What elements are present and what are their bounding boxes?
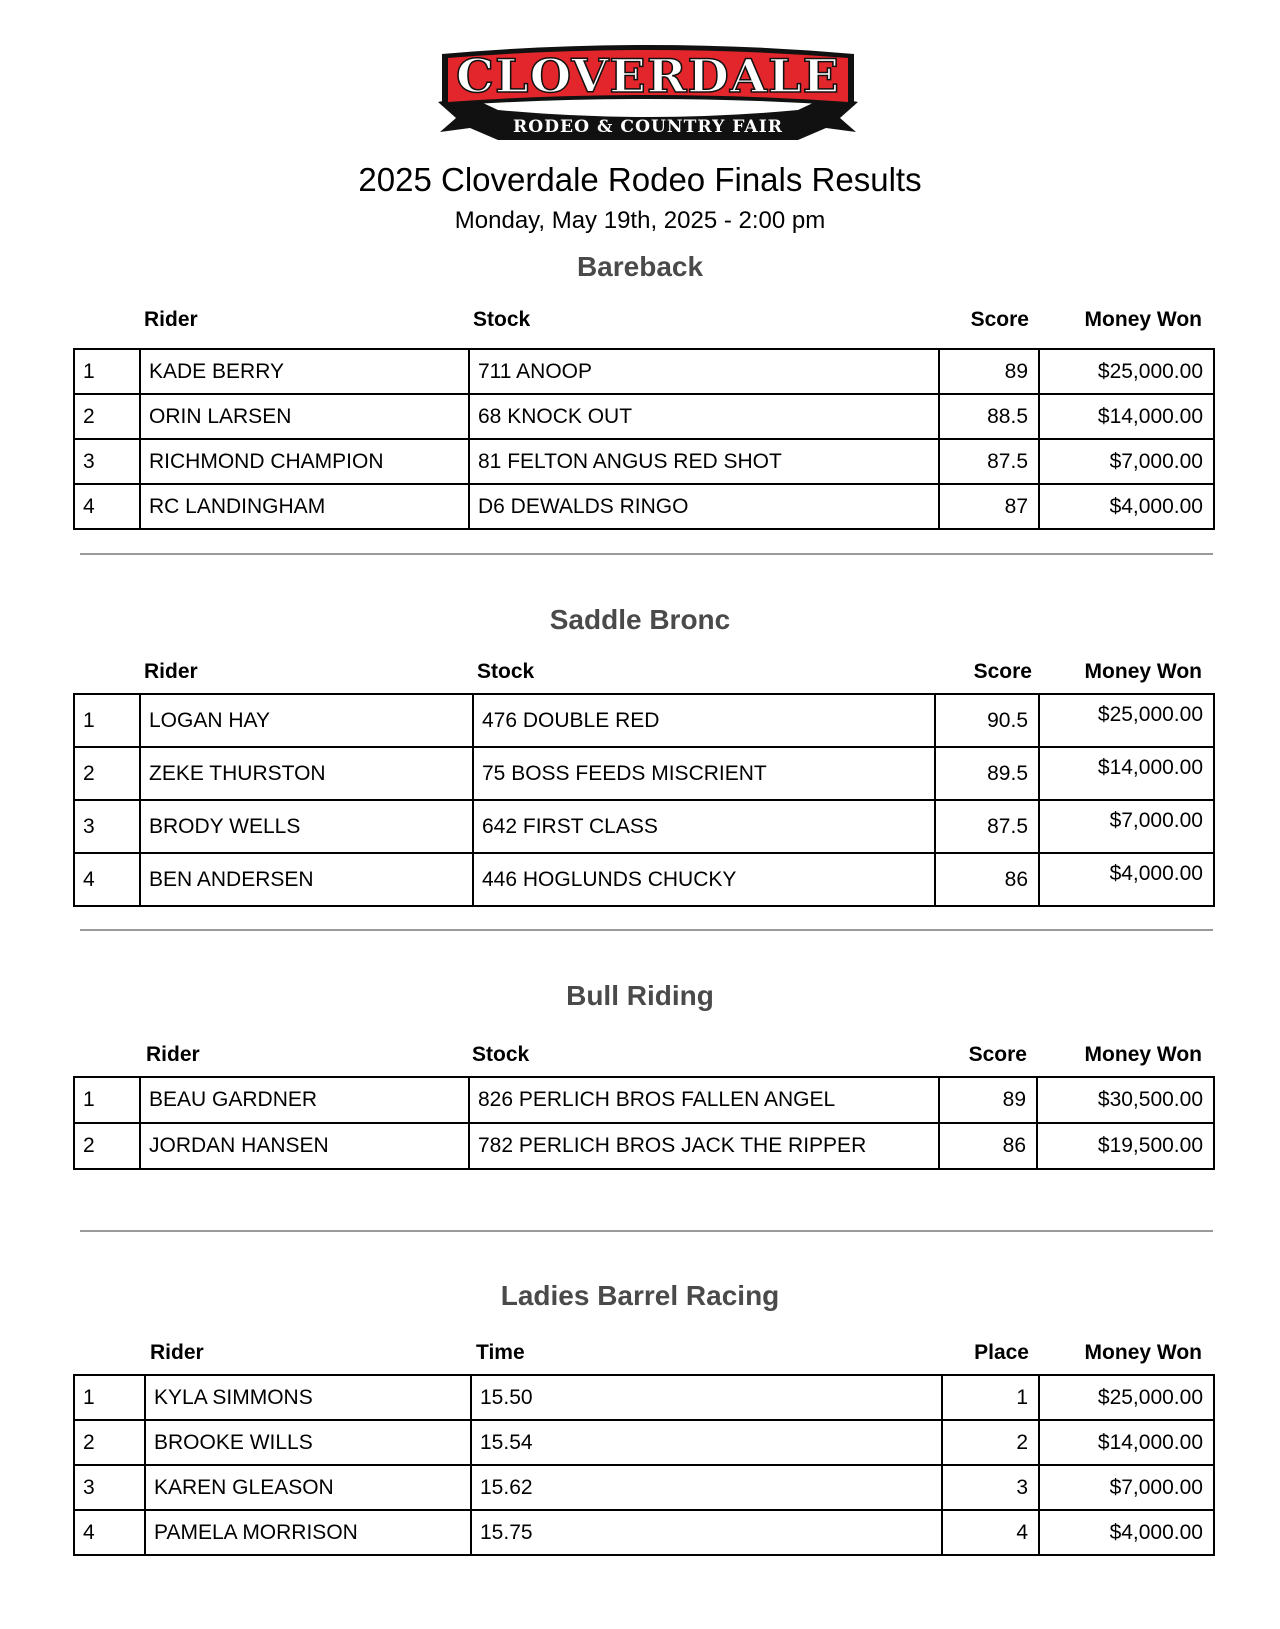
table-row	[74, 1420, 1214, 1465]
table-row	[74, 349, 1214, 394]
column-header-rider: Rider	[144, 308, 198, 331]
money-cell: $4,000.00	[1039, 853, 1214, 906]
document-title: 2025 Cloverdale Rodeo Finals Results	[358, 161, 922, 198]
rank-cell: 1	[74, 1375, 145, 1420]
column-header-stock: Stock	[473, 308, 531, 331]
section-title-ladies-barrel-racing: Ladies Barrel Racing	[500, 1280, 780, 1311]
rider-cell: ORIN LARSEN	[140, 394, 469, 439]
table-row	[74, 747, 1214, 800]
logo-banner-text: RODEO & COUNTRY FAIR	[513, 117, 783, 137]
rider-cell: LOGAN HAY	[140, 694, 473, 747]
column-header-time: Time	[476, 1341, 525, 1364]
stock-cell: D6 DEWALDS RINGO	[469, 484, 939, 529]
rider-cell: KADE BERRY	[140, 349, 469, 394]
rider-cell: BROOKE WILLS	[145, 1420, 471, 1465]
section-title-saddle-bronc: Saddle Bronc	[549, 604, 731, 635]
document-subtitle: Monday, May 19th, 2025 - 2:00 pm	[454, 207, 826, 234]
column-header-rider: Rider	[146, 1043, 200, 1066]
time-cell: 15.75	[471, 1510, 942, 1555]
saddle-bronc-results-table	[73, 693, 1215, 907]
money-cell: $4,000.00	[1039, 484, 1214, 529]
table-row	[74, 800, 1214, 853]
column-header-score: Score	[968, 1043, 1027, 1066]
ladies-barrel-racing-results-table	[73, 1374, 1215, 1556]
table-row	[74, 1465, 1214, 1510]
table-row	[74, 1077, 1214, 1123]
stock-cell: 446 HOGLUNDS CHUCKY	[473, 853, 935, 906]
column-header-money-won: Money Won	[1084, 1043, 1202, 1066]
rank-cell: 2	[74, 1123, 140, 1169]
money-cell: $14,000.00	[1039, 1420, 1214, 1465]
stock-cell: 81 FELTON ANGUS RED SHOT	[469, 439, 939, 484]
rider-cell: RC LANDINGHAM	[140, 484, 469, 529]
rider-cell: KYLA SIMMONS	[145, 1375, 471, 1420]
rider-cell: BEN ANDERSEN	[140, 853, 473, 906]
table-row	[74, 1375, 1214, 1420]
cloverdale-logo	[428, 40, 868, 140]
rider-cell: RICHMOND CHAMPION	[140, 439, 469, 484]
score-cell: 87.5	[939, 439, 1039, 484]
column-header-score: Score	[970, 308, 1029, 331]
score-cell: 90.5	[935, 694, 1039, 747]
stock-cell: 68 KNOCK OUT	[469, 394, 939, 439]
place-cell: 1	[942, 1375, 1039, 1420]
rank-cell: 4	[74, 853, 140, 906]
money-cell: $7,000.00	[1039, 439, 1214, 484]
score-cell: 89.5	[935, 747, 1039, 800]
table-row	[74, 484, 1214, 529]
column-header-rider: Rider	[150, 1341, 204, 1364]
money-cell: $25,000.00	[1039, 1375, 1214, 1420]
place-cell: 2	[942, 1420, 1039, 1465]
place-cell: 4	[942, 1510, 1039, 1555]
bull-riding-results-table	[73, 1076, 1215, 1170]
score-cell: 86	[935, 853, 1039, 906]
score-cell: 87	[939, 484, 1039, 529]
stock-cell: 711 ANOOP	[469, 349, 939, 394]
rider-cell: KAREN GLEASON	[145, 1465, 471, 1510]
rank-cell: 3	[74, 439, 140, 484]
bareback-results-table	[73, 348, 1215, 530]
stock-cell: 782 PERLICH BROS JACK THE RIPPER	[469, 1123, 939, 1169]
column-header-place: Place	[974, 1341, 1029, 1364]
rank-cell: 4	[74, 484, 140, 529]
table-row	[74, 439, 1214, 484]
time-cell: 15.62	[471, 1465, 942, 1510]
column-header-stock: Stock	[477, 660, 535, 683]
time-cell: 15.54	[471, 1420, 942, 1465]
table-row	[74, 394, 1214, 439]
score-cell: 86	[939, 1123, 1037, 1169]
money-cell: $30,500.00	[1037, 1077, 1214, 1123]
column-header-rider: Rider	[144, 660, 198, 683]
rank-cell: 1	[74, 349, 140, 394]
section-divider	[80, 1230, 1213, 1232]
table-row	[74, 694, 1214, 747]
score-cell: 87.5	[935, 800, 1039, 853]
stock-cell: 476 DOUBLE RED	[473, 694, 935, 747]
money-cell: $14,000.00	[1039, 747, 1214, 800]
rider-cell: ZEKE THURSTON	[140, 747, 473, 800]
place-cell: 3	[942, 1465, 1039, 1510]
section-title-bull-riding: Bull Riding	[566, 980, 714, 1011]
money-cell: $14,000.00	[1039, 394, 1214, 439]
money-cell: $4,000.00	[1039, 1510, 1214, 1555]
money-cell: $7,000.00	[1039, 1465, 1214, 1510]
column-header-stock: Stock	[472, 1043, 530, 1066]
column-header-money-won: Money Won	[1084, 308, 1202, 331]
rider-cell: JORDAN HANSEN	[140, 1123, 469, 1169]
rider-cell: BRODY WELLS	[140, 800, 473, 853]
rank-cell: 2	[74, 747, 140, 800]
rider-cell: PAMELA MORRISON	[145, 1510, 471, 1555]
stock-cell: 642 FIRST CLASS	[473, 800, 935, 853]
score-cell: 88.5	[939, 394, 1039, 439]
stock-cell: 826 PERLICH BROS FALLEN ANGEL	[469, 1077, 939, 1123]
logo-main-text: CLOVERDALE	[456, 49, 840, 103]
score-cell: 89	[939, 349, 1039, 394]
score-cell: 89	[939, 1077, 1037, 1123]
rank-cell: 2	[74, 1420, 145, 1465]
logo-graphic	[428, 40, 868, 140]
money-cell: $25,000.00	[1039, 349, 1214, 394]
rank-cell: 3	[74, 800, 140, 853]
table-row	[74, 1510, 1214, 1555]
column-header-score: Score	[973, 660, 1032, 683]
section-title-bareback: Bareback	[576, 251, 704, 282]
rank-cell: 3	[74, 1465, 145, 1510]
money-cell: $7,000.00	[1039, 800, 1214, 853]
table-row	[74, 853, 1214, 906]
money-cell: $25,000.00	[1039, 694, 1214, 747]
rank-cell: 4	[74, 1510, 145, 1555]
section-divider	[80, 929, 1213, 931]
rank-cell: 1	[74, 694, 140, 747]
rider-cell: BEAU GARDNER	[140, 1077, 469, 1123]
table-row	[74, 1123, 1214, 1169]
time-cell: 15.50	[471, 1375, 942, 1420]
stock-cell: 75 BOSS FEEDS MISCRIENT	[473, 747, 935, 800]
rank-cell: 2	[74, 394, 140, 439]
rank-cell: 1	[74, 1077, 140, 1123]
money-cell: $19,500.00	[1037, 1123, 1214, 1169]
column-header-money-won: Money Won	[1084, 660, 1202, 683]
column-header-money-won: Money Won	[1084, 1341, 1202, 1364]
section-divider	[80, 553, 1213, 555]
